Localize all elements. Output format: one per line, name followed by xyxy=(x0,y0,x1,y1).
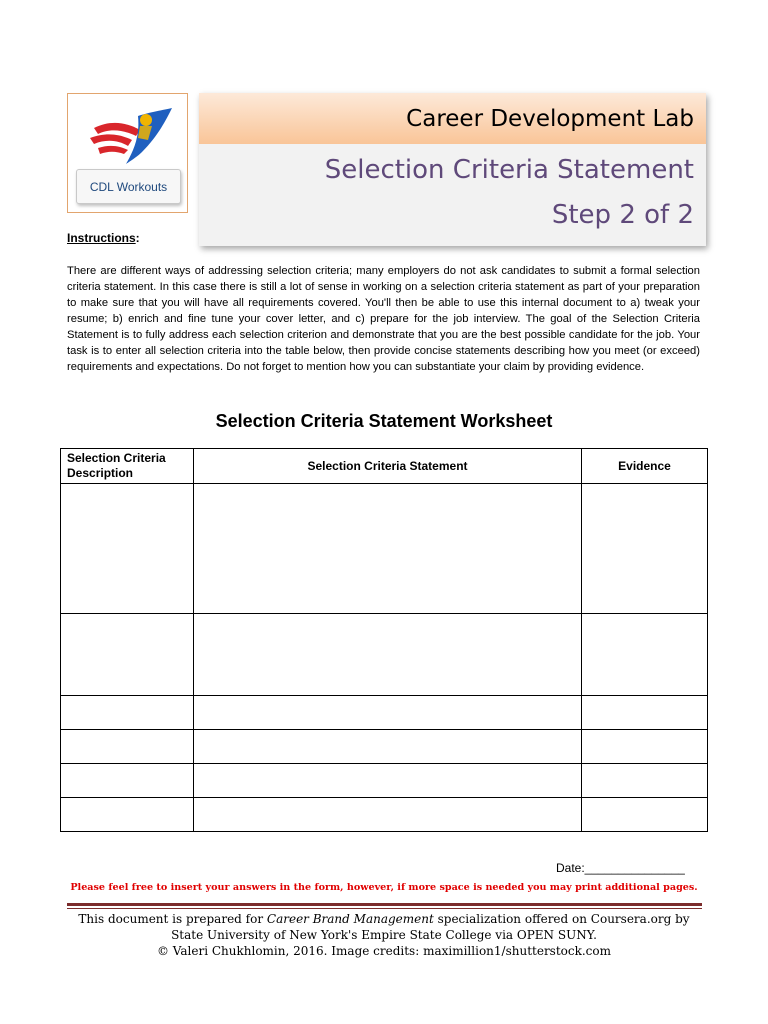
description-cell[interactable] xyxy=(61,764,194,798)
column-header-description: Selection Criteria Description xyxy=(61,449,194,484)
description-cell[interactable] xyxy=(61,696,194,730)
step-indicator: Step 2 of 2 xyxy=(551,200,694,230)
header-banner xyxy=(199,93,706,246)
table-row xyxy=(61,764,708,798)
cdl-logo xyxy=(67,93,188,213)
table-row xyxy=(61,484,708,614)
cdl-workouts-button[interactable]: CDL Workouts xyxy=(76,169,181,204)
evidence-cell[interactable] xyxy=(582,696,708,730)
evidence-cell[interactable] xyxy=(582,798,708,832)
statement-cell[interactable] xyxy=(194,484,582,614)
footer-line-2: State University of New York's Empire State College via OPEN SUNY. xyxy=(171,928,597,942)
extra-space-note: Please feel free to insert your answers in the form, however, if more space is needed you may print additional pages. xyxy=(70,882,698,893)
statement-cell[interactable] xyxy=(194,696,582,730)
worksheet-table xyxy=(60,448,708,832)
footer-divider-thick xyxy=(67,903,702,906)
table-row xyxy=(61,798,708,832)
date-field[interactable]: Date:_______________ xyxy=(556,861,685,875)
lab-name: Career Development Lab xyxy=(199,93,706,144)
table-row xyxy=(61,696,708,730)
statement-cell[interactable] xyxy=(194,614,582,696)
instructions-body: There are different ways of addressing selection criteria; many employers do not ask candidates to submit a formal selection criteria statement. In this case there is still a lot of sense in working on a selection criteria statement as part of your preparation to make sure that you will have all requirements covered. You'll then be able to use this internal document to a) tweak your resume; b) enrich and fine tune your cover letter, and c) prepare for the job interview. The goal of the Selection Criteria Statement is to fully address each selection criterion and demonstrate that you are the best possible candidate for the job. Your task is to enter all selection criteria into the table below, then provide concise statements describing how you meet (or exceed) requirements and expectations. Do not forget to mention how you can substantiate your claim by providing evidence. xyxy=(67,265,700,373)
description-cell[interactable] xyxy=(61,484,194,614)
specialization-name: Career Brand Management xyxy=(266,912,434,926)
table-row xyxy=(61,614,708,696)
footer-divider-thin xyxy=(67,908,702,909)
footer-line-1-start: This document is prepared for xyxy=(78,912,267,926)
statement-cell[interactable] xyxy=(194,730,582,764)
superhero-icon xyxy=(80,106,177,166)
footer-line-1-end: specialization offered on Coursera.org by xyxy=(433,912,690,926)
statement-cell[interactable] xyxy=(194,764,582,798)
column-header-statement: Selection Criteria Statement xyxy=(194,449,582,484)
description-cell[interactable] xyxy=(61,798,194,832)
evidence-cell[interactable] xyxy=(582,764,708,798)
instructions-heading-colon: : xyxy=(135,231,140,245)
table-row xyxy=(61,730,708,764)
instructions-heading xyxy=(67,231,140,245)
worksheet-title: Selection Criteria Statement Worksheet xyxy=(215,411,553,431)
footer xyxy=(0,911,768,959)
statement-cell[interactable] xyxy=(194,798,582,832)
evidence-cell[interactable] xyxy=(582,484,708,614)
page-title: Selection Criteria Statement xyxy=(324,155,694,185)
table-header-row xyxy=(61,449,708,484)
instructions-heading-text: Instructions xyxy=(67,231,136,245)
description-cell[interactable] xyxy=(61,614,194,696)
evidence-cell[interactable] xyxy=(582,614,708,696)
evidence-cell[interactable] xyxy=(582,730,708,764)
description-cell[interactable] xyxy=(61,730,194,764)
footer-line-1 xyxy=(0,911,768,927)
footer-line-3: © Valeri Chukhlomin, 2016. Image credits: maximillion1/shutterstock.com xyxy=(156,944,612,958)
column-header-evidence: Evidence xyxy=(582,449,708,484)
